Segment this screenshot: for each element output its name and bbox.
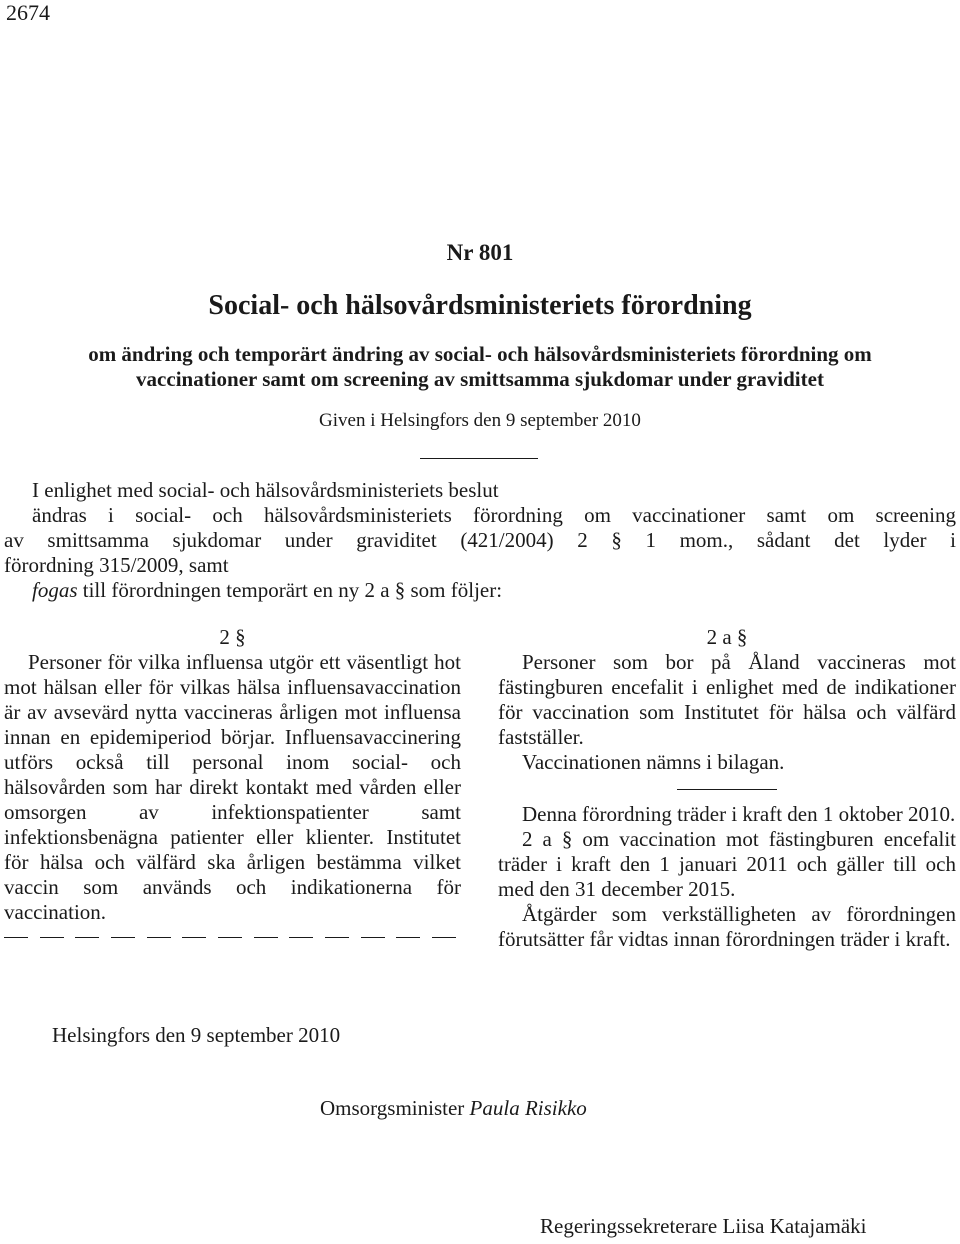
given-date: Given i Helsingfors den 9 september 2010 xyxy=(319,410,641,431)
divider xyxy=(677,789,777,790)
intro-line: förordning 315/2009, samt xyxy=(4,553,229,577)
emphasis: fogas xyxy=(32,578,78,602)
section-body: Personer som bor på Åland vaccineras mot fästingburen encefalit i enlighet med de indikationer för vaccination som Institutet för hälsa och välfärd fastställer. xyxy=(498,650,956,749)
section-body: Personer för vilka influensa utgör ett väsentligt hot mot hälsan eller för vilkas hälsa influensavaccination är av avsevärd nytta vaccineras årligen mot influensa innan en epidemiperiod börjar. Influensavaccinering utförs också till personal inom social- och hälsovården som har direkt kontakt med vården eller omsorgen av infektionspatienter samt infektionsbenägna patienter eller klienter. Institutet för hälsa och välfärd ska årligen bestämma vilket vaccin som används och indikationerna för vaccination. xyxy=(4,650,461,924)
intro-line: ändras i social- och hälsovårdsministeriets förordning om vaccinationer samt om screening xyxy=(32,503,956,527)
divider xyxy=(420,458,538,459)
entry-into-force: Åtgärder som verkställigheten av förordningen förutsätter får vidtas innan förordningen träder i kraft. xyxy=(498,902,956,951)
subtitle-line: vaccinationer samt om screening av smittsamma sjukdomar under graviditet xyxy=(136,367,824,391)
page-title: Social- och hälsovårdsministeriets förordning xyxy=(208,290,752,321)
section-heading: 2 a § xyxy=(706,625,748,649)
statute-number: Nr 801 xyxy=(446,240,514,265)
subtitle xyxy=(0,342,960,392)
intro-paragraph: I enlighet med social- och hälsovårdsministeriets beslut xyxy=(32,478,499,502)
entry-into-force: Denna förordning träder i kraft den 1 oktober 2010. xyxy=(522,802,956,826)
intro-paragraph xyxy=(4,578,956,603)
entry-into-force: 2 a § om vaccination mot fästingburen encefalit träder i kraft den 1 januari 2011 och gäller till och med den 31 december 2015. xyxy=(498,827,956,901)
minister-name: Paula Risikko xyxy=(469,1096,587,1120)
intro-text xyxy=(4,478,956,603)
left-column xyxy=(4,625,461,938)
intro-line: av smittsamma sjukdomar under graviditet (421/2004) 2 § 1 mom., sådant det lyder i xyxy=(4,528,956,552)
signature-place-date: Helsingfors den 9 september 2010 xyxy=(52,1023,341,1047)
section-body: Vaccinationen nämns i bilagan. xyxy=(522,750,785,774)
intro-text-rest: till förordningen temporärt en ny 2 a § som följer: xyxy=(77,578,503,602)
right-column xyxy=(498,625,956,952)
signature-secretary: Regeringssekreterare Liisa Katajamäki xyxy=(540,1214,867,1238)
page-number: 2674 xyxy=(6,0,50,25)
signature-minister xyxy=(320,1096,587,1121)
subtitle-line: om ändring och temporärt ändring av social- och hälsovårdsministeriets förordning om xyxy=(88,342,872,366)
dash-separator xyxy=(4,937,456,938)
minister-title: Omsorgsminister xyxy=(320,1096,465,1120)
section-heading: 2 § xyxy=(219,625,246,649)
